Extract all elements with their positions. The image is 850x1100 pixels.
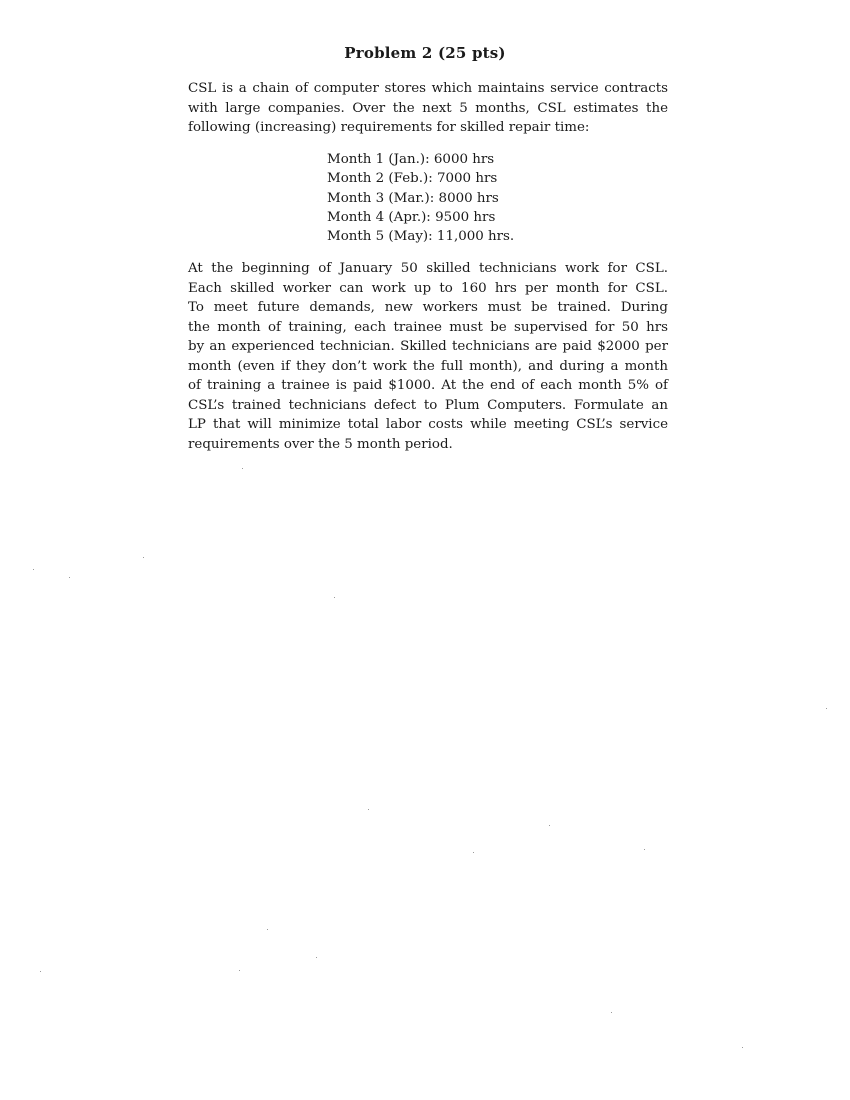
requirement-row: [327, 208, 514, 227]
requirement-hours: 9500 hrs: [435, 209, 496, 225]
requirement-row: [327, 169, 514, 188]
intro-line: with large companies. Over the next 5 months, CSL estimates the: [188, 100, 668, 116]
body-line: To meet future demands, new workers must be trained. During: [188, 300, 668, 315]
body-line: Each skilled worker can work up to 160 hrs per month for CSL.: [188, 280, 668, 296]
scan-speck: [143, 557, 144, 558]
requirements-list: [327, 150, 514, 246]
problem-title: Problem 2 (25 pts): [344, 44, 506, 62]
body-line: month (even if they don’t work the full month), and during a month: [188, 358, 668, 374]
requirement-row: [327, 227, 514, 246]
scan-speck: [40, 971, 41, 972]
requirement-month: Month 2 (Feb.):: [327, 171, 433, 187]
requirement-hours: 11,000 hrs.: [436, 229, 515, 245]
body-line: CSL’s trained technicians defect to Plum Computers. Formulate an: [188, 397, 668, 413]
requirement-month: Month 3 (Mar.):: [327, 190, 435, 206]
scan-speck: [368, 809, 369, 810]
requirement-hours: 6000 hrs: [433, 152, 495, 167]
requirement-month: Month 5 (May):: [327, 229, 433, 245]
body-line: by an experienced technician. Skilled technicians are paid $2000 per: [188, 339, 668, 354]
intro-line: CSL is a chain of computer stores which maintains service contracts: [188, 81, 668, 96]
scan-speck: [239, 970, 240, 971]
scan-speck: [334, 597, 335, 598]
requirement-month: Month 4 (Apr.):: [327, 209, 431, 225]
requirement-row: [327, 150, 514, 169]
scan-speck: [826, 708, 827, 709]
body-line: At the beginning of January 50 skilled technicians work for CSL.: [188, 261, 668, 276]
requirement-row: [327, 189, 514, 208]
intro-line: following (increasing) requirements for skilled repair time:: [188, 120, 590, 135]
scan-speck: [33, 569, 34, 570]
intro-paragraph: [188, 79, 668, 138]
scan-speck: [644, 849, 645, 850]
body-line: of training a trainee is paid $1000. At the end of each month 5% of: [188, 378, 668, 393]
body-line: the month of training, each trainee must be supervised for 50 hrs: [188, 319, 668, 335]
body-line: requirements over the 5 month period.: [188, 436, 453, 452]
scan-speck: [267, 929, 268, 930]
scan-speck: [69, 577, 70, 578]
scan-speck: [316, 957, 317, 958]
scan-speck: [549, 825, 550, 826]
scan-speck: [742, 1047, 743, 1048]
requirement-month: Month 1 (Jan.):: [327, 152, 430, 167]
body-paragraph: [188, 259, 668, 454]
scan-speck: [242, 468, 243, 469]
scan-speck: [473, 852, 474, 853]
body-line: LP that will minimize total labor costs while meeting CSL’s service: [188, 417, 668, 432]
scan-speck: [611, 1012, 612, 1013]
requirement-hours: 7000 hrs: [436, 171, 498, 187]
requirement-hours: 8000 hrs: [438, 190, 499, 206]
